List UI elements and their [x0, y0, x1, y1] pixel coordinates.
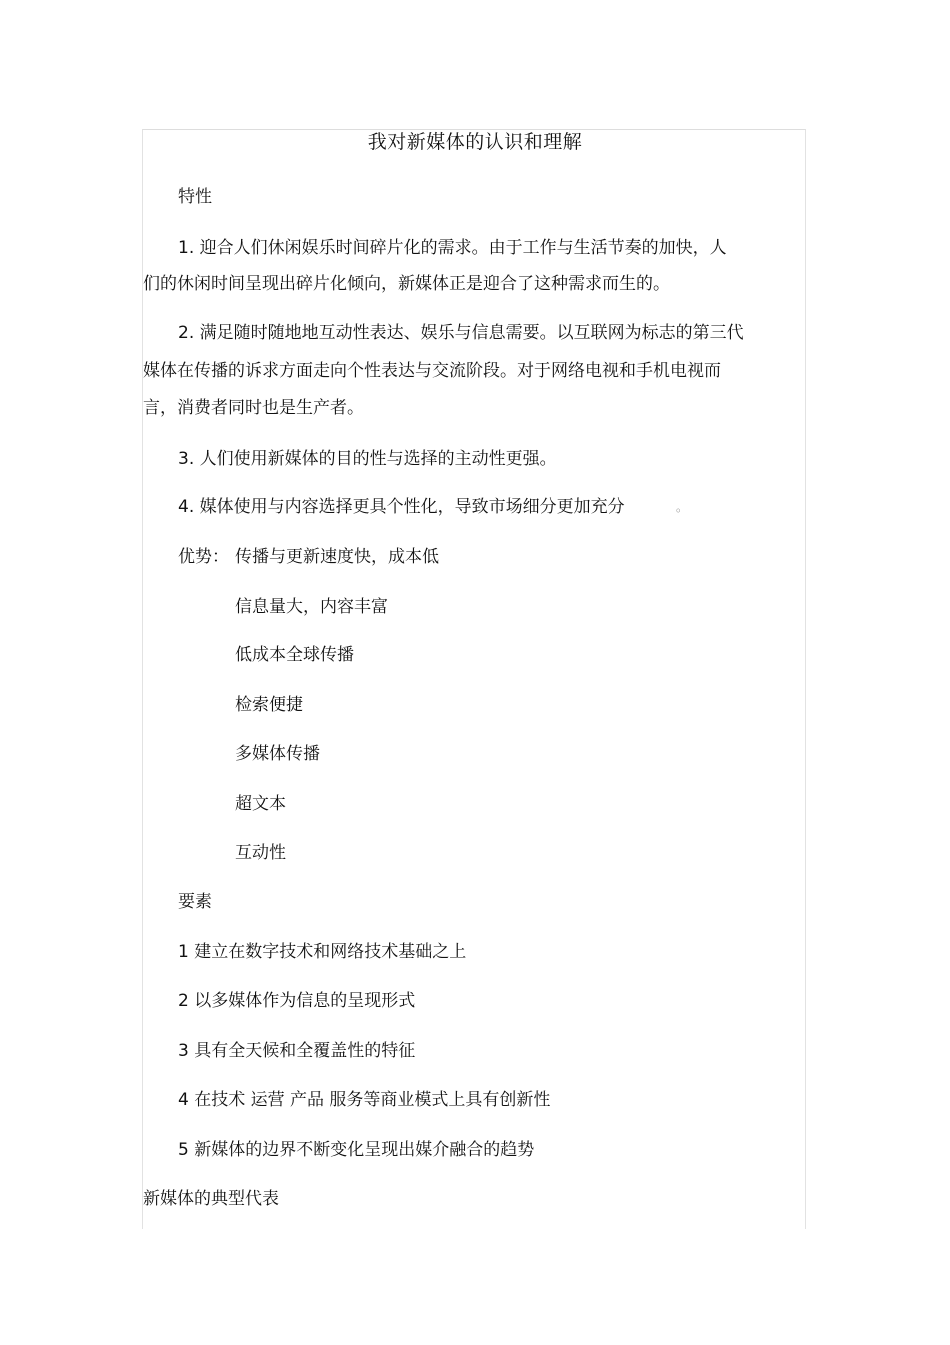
trait-3: 3. 人们使用新媒体的目的性与选择的主动性更强。: [178, 449, 557, 469]
trait-2-line-1: 2. 满足随时随地地互动性表达、娱乐与信息需要。以互联网为标志的第三代: [178, 323, 744, 343]
trait-2-line-3: 言，消费者同时也是生产者。: [143, 398, 364, 418]
advantage-item: 多媒体传播: [235, 744, 320, 764]
advantage-item: 超文本: [235, 794, 286, 814]
element-item: 1 建立在数字技术和网络技术基础之上: [178, 942, 467, 962]
trait-1-line-1: 1. 迎合人们休闲娱乐时间碎片化的需求。由于工作与生活节奏的加快，人: [178, 238, 727, 258]
page-title: 我对新媒体的认识和理解: [367, 131, 583, 153]
section-heading-representatives: 新媒体的典型代表: [143, 1189, 279, 1209]
trait-4-period: 。: [676, 500, 689, 514]
trait-1-line-2: 们的休闲时间呈现出碎片化倾向，新媒体正是迎合了这种需求而生的。: [143, 274, 670, 294]
trait-2-line-2: 媒体在传播的诉求方面走向个性表达与交流阶段。对于网络电视和手机电视而: [143, 361, 721, 381]
section-heading-traits: 特性: [178, 187, 212, 207]
advantage-item: 传播与更新速度快，成本低: [235, 547, 439, 567]
advantage-item: 检索便捷: [235, 695, 303, 715]
element-item: 3 具有全天候和全覆盖性的特征: [178, 1041, 416, 1061]
advantage-item: 互动性: [235, 843, 286, 863]
advantages-label: 优势：: [178, 547, 229, 567]
section-heading-elements: 要素: [178, 892, 212, 912]
element-item: 4 在技术 运营 产品 服务等商业模式上具有创新性: [178, 1090, 551, 1110]
trait-4: 4. 媒体使用与内容选择更具个性化，导致市场细分更加充分: [178, 497, 625, 517]
advantage-item: 低成本全球传播: [235, 645, 354, 665]
element-item: 2 以多媒体作为信息的呈现形式: [178, 991, 416, 1011]
element-item: 5 新媒体的边界不断变化呈现出媒介融合的趋势: [178, 1140, 535, 1160]
advantage-item: 信息量大，内容丰富: [235, 597, 388, 617]
